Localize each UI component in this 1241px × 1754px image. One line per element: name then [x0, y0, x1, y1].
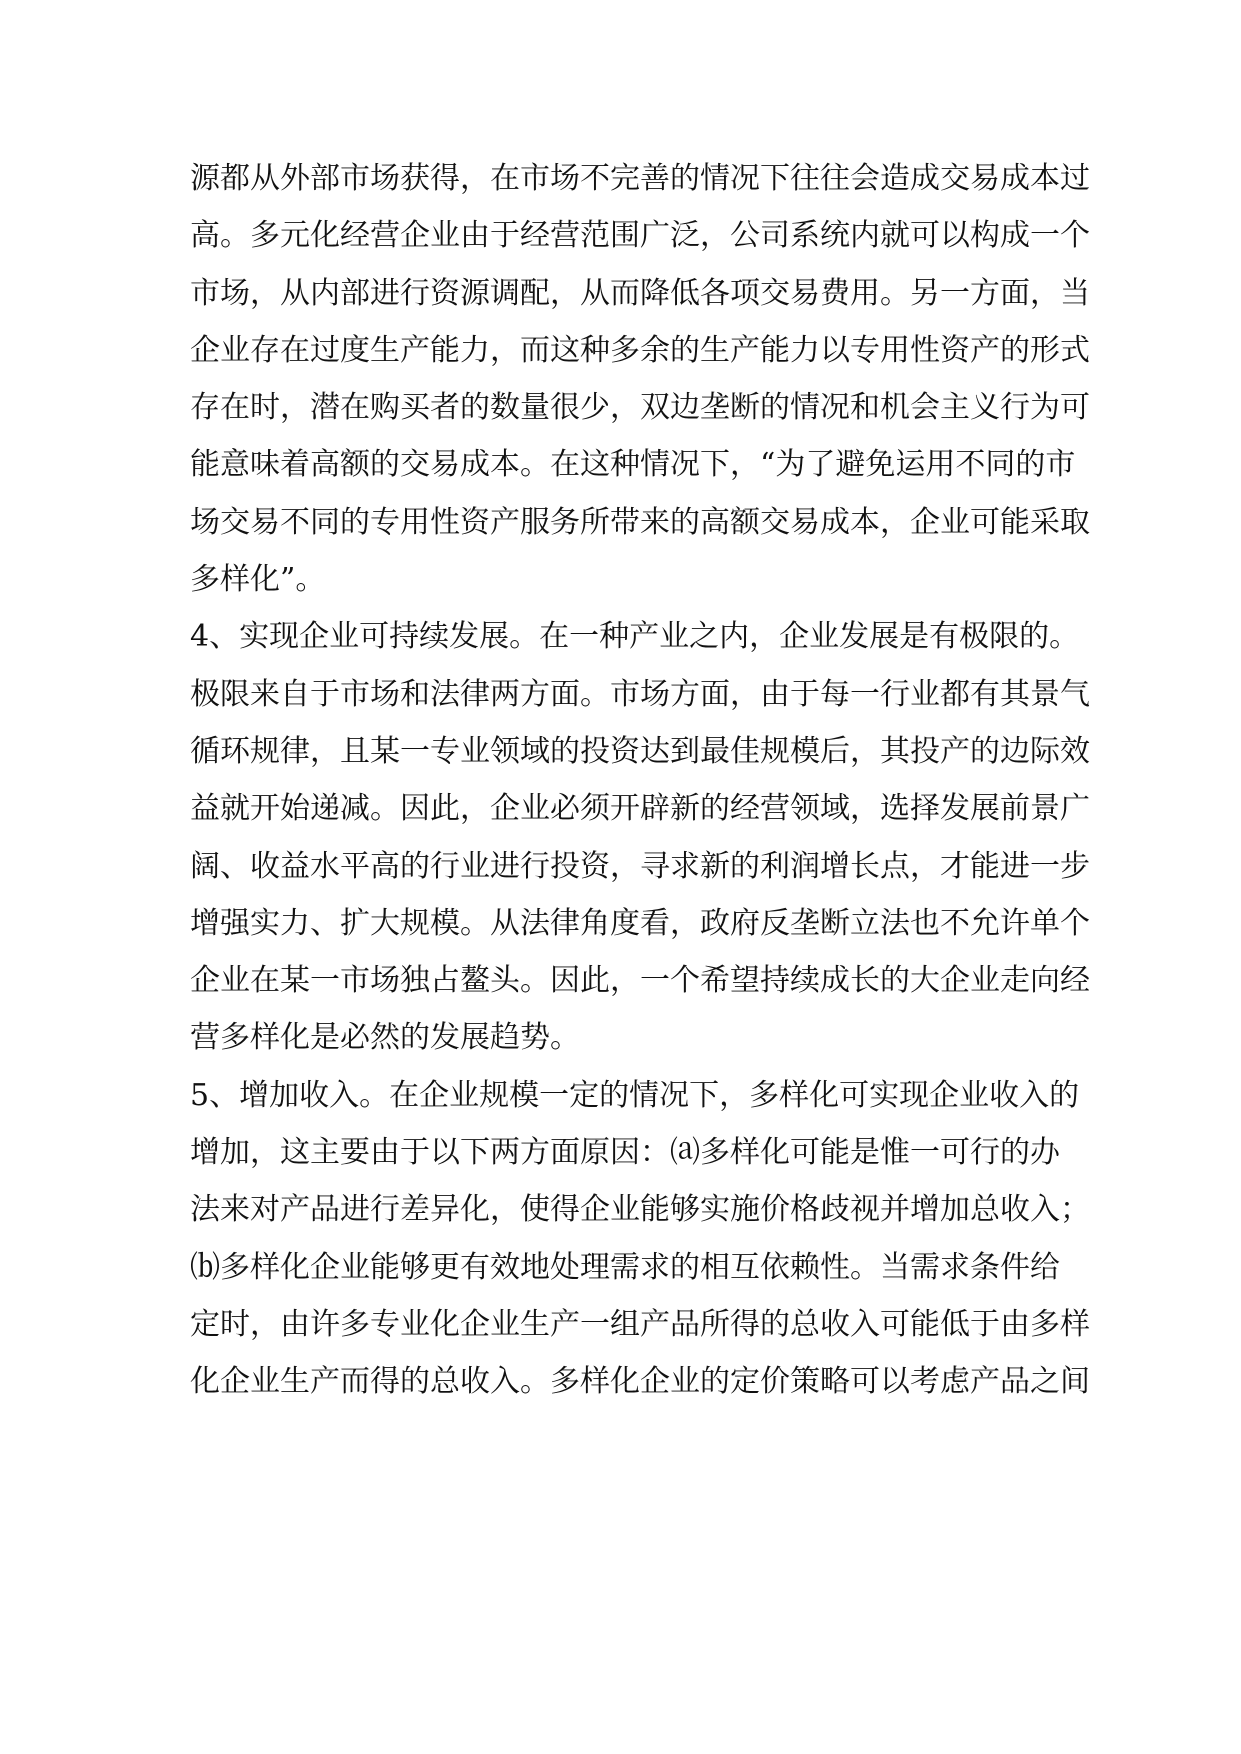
text-line: ⒝多样化企业能够更有效地处理需求的相互依赖性。当需求条件给	[190, 1249, 1060, 1285]
text-line: 阔、收益水平高的行业进行投资，寻求新的利润增长点，才能进一步	[190, 848, 1090, 884]
text-line: 能意味着高额的交易成本。在这种情况下，“为了避免运用不同的市	[190, 447, 1076, 483]
text-line: 定时，由许多专业化企业生产一组产品所得的总收入可能低于由多样	[190, 1306, 1090, 1342]
text-line: 增强实力、扩大规模。从法律角度看，政府反垄断立法也不允许单个	[190, 905, 1090, 941]
text-line: 增加，这主要由于以下两方面原因：⒜多样化可能是惟一可行的办	[190, 1135, 1060, 1171]
text-line: 化企业生产而得的总收入。多样化企业的定价策略可以考虑产品之间	[190, 1364, 1090, 1400]
text-line: 极限来自于市场和法律两方面。市场方面，由于每一行业都有其景气	[190, 676, 1090, 712]
document-body	[190, 150, 1090, 1411]
text-line: 市场，从内部进行资源调配，从而降低各项交易费用。另一方面，当	[190, 275, 1090, 311]
text-line: 法来对产品进行差异化，使得企业能够实施价格歧视并增加总收入；	[190, 1192, 1090, 1228]
paragraph-transaction-cost	[190, 150, 1090, 608]
text-line: 企业存在过度生产能力，而这种多余的生产能力以专用性资产的形式	[190, 332, 1090, 368]
text-line: 高。多元化经营企业由于经营范围广泛，公司系统内就可以构成一个	[190, 218, 1090, 254]
text-line: 场交易不同的专用性资产服务所带来的高额交易成本，企业可能采取	[190, 504, 1090, 540]
text-line: 益就开始递减。因此，企业必须开辟新的经营领域，选择发展前景广	[190, 791, 1090, 827]
text-line: 多样化”。	[190, 562, 326, 598]
text-line: 营多样化是必然的发展趋势。	[190, 1020, 580, 1056]
text-line: 循环规律，且某一专业领域的投资达到最佳规模后，其投产的边际效	[190, 733, 1090, 769]
text-line: 5、增加收入。在企业规模一定的情况下，多样化可实现企业收入的	[190, 1077, 1080, 1113]
paragraph-increase-revenue	[190, 1067, 1090, 1411]
text-line: 源都从外部市场获得，在市场不完善的情况下往往会造成交易成本过	[190, 161, 1090, 196]
text-line: 存在时，潜在购买者的数量很少，双边垄断的情况和机会主义行为可	[190, 390, 1090, 426]
text-line: 企业在某一市场独占鳌头。因此，一个希望持续成长的大企业走向经	[190, 963, 1090, 999]
text-line: 4、实现企业可持续发展。在一种产业之内，企业发展是有极限的。	[190, 619, 1080, 655]
paragraph-sustainable-development	[190, 608, 1090, 1066]
